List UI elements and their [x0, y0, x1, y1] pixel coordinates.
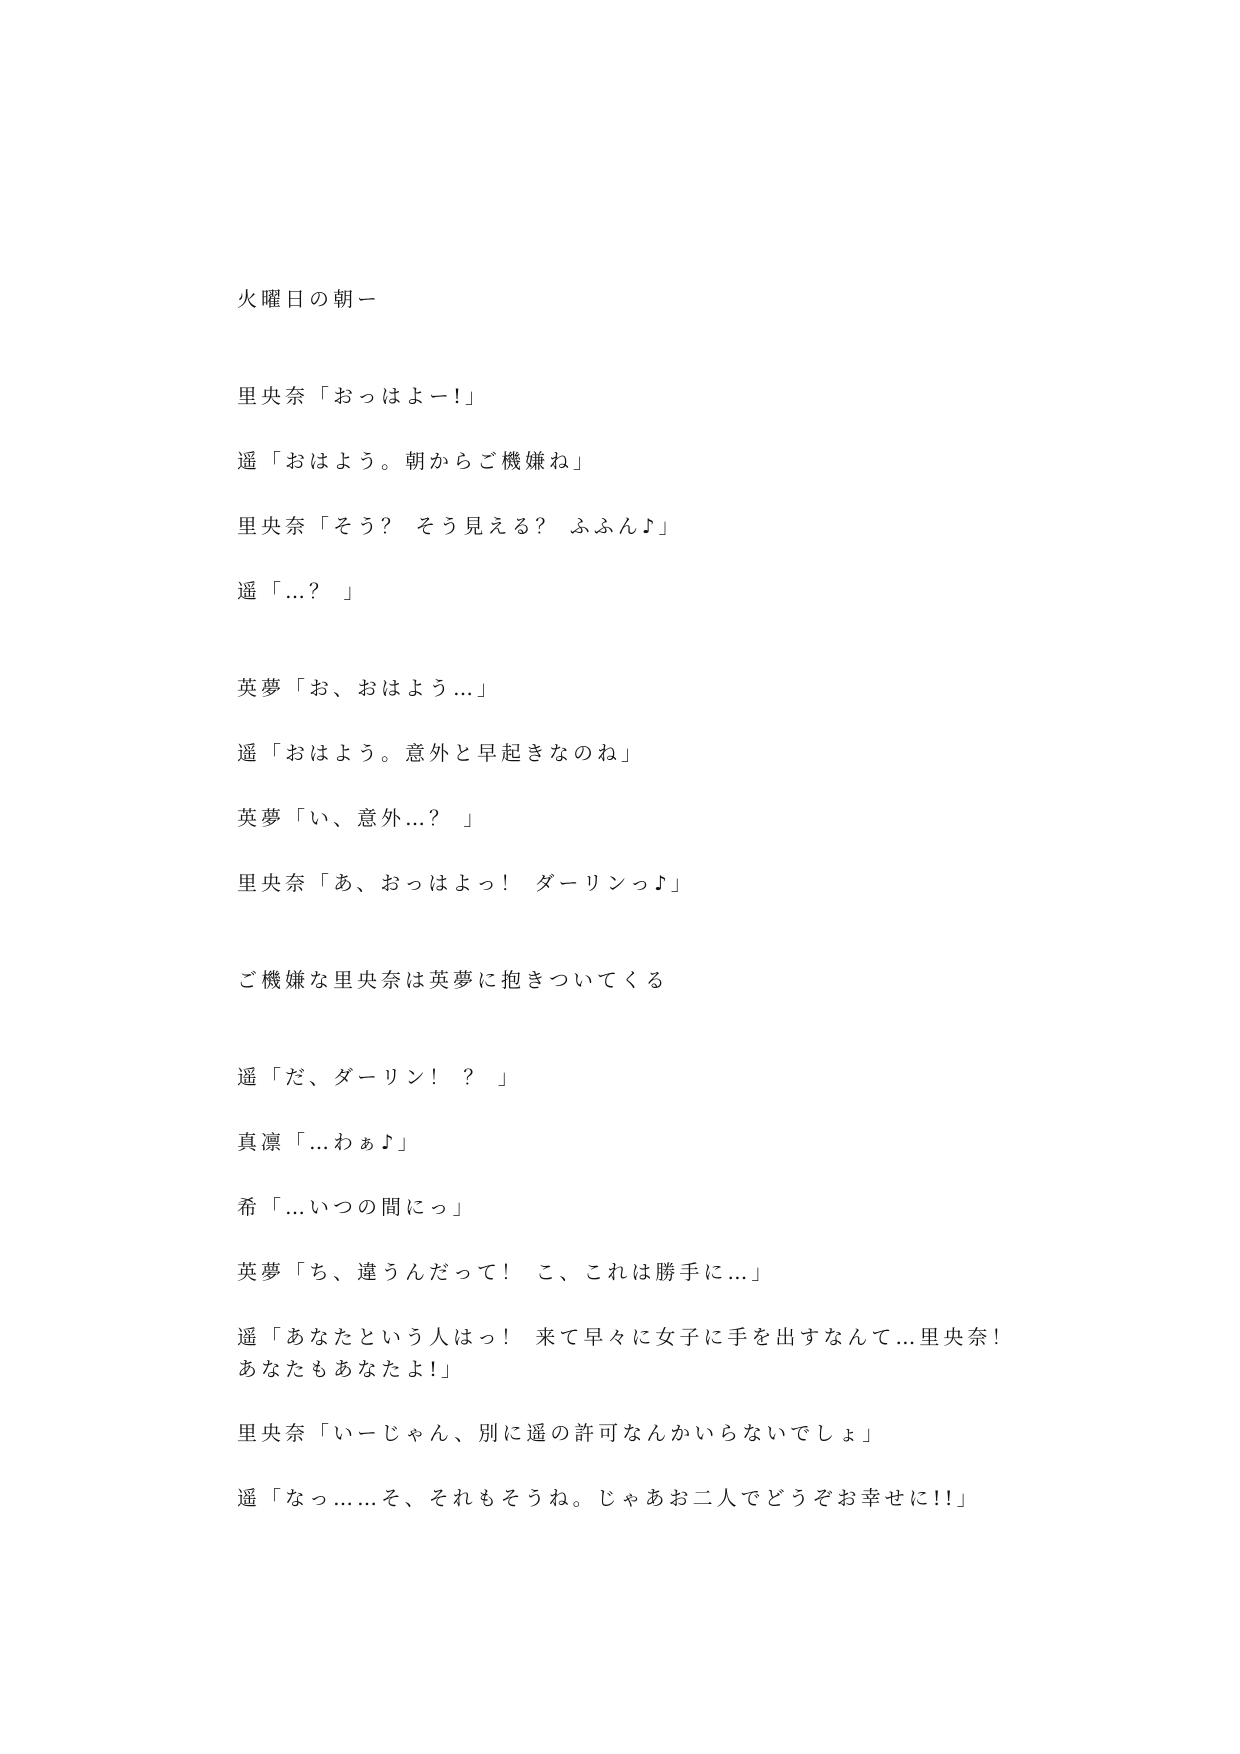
dialogue-line: 英夢「ち、違うんだって！ こ、これは勝手に…」	[237, 1260, 776, 1284]
dialogue-line: 里央奈「おっはよー!」	[237, 384, 490, 408]
dialogue-line: 真凛「…わぁ♪」	[237, 1130, 422, 1154]
dialogue-line: 希「…いつの間にっ」	[237, 1195, 477, 1219]
dialogue-line: 英夢「お、おはよう…」	[237, 676, 501, 700]
scene-heading: 火曜日の朝ー	[237, 287, 381, 311]
dialogue-line: 遥「あなたという人はっ！ 来て早々に女子に手を出すなんて…里央奈！ あなたもあなたよ!」	[237, 1325, 1016, 1381]
dialogue-line: 遥「だ、ダーリン！ ？ 」	[237, 1065, 522, 1089]
dialogue-line: 遥「…？ 」	[237, 579, 368, 603]
dialogue-line: 英夢「い、意外…？ 」	[237, 806, 488, 830]
dialogue-line: 遥「おはよう。意外と早起きなのね」	[237, 741, 645, 765]
dialogue-line: 遥「なっ……そ、それもそうね。じゃあお二人でどうぞお幸せに!!」	[237, 1486, 981, 1510]
dialogue-line: 里央奈「そう？ そう見える？ ふふん♪」	[237, 514, 683, 538]
dialogue-line: 里央奈「あ、おっはよっ！ ダーリンっ♪」	[237, 871, 695, 895]
dialogue-line: 遥「おはよう。朝からご機嫌ね」	[237, 449, 597, 473]
narration-line: ご機嫌な里央奈は英夢に抱きついてくる	[237, 968, 669, 992]
dialogue-line: 里央奈「いーじゃん、別に遥の許可なんかいらないでしょ」	[237, 1421, 887, 1445]
